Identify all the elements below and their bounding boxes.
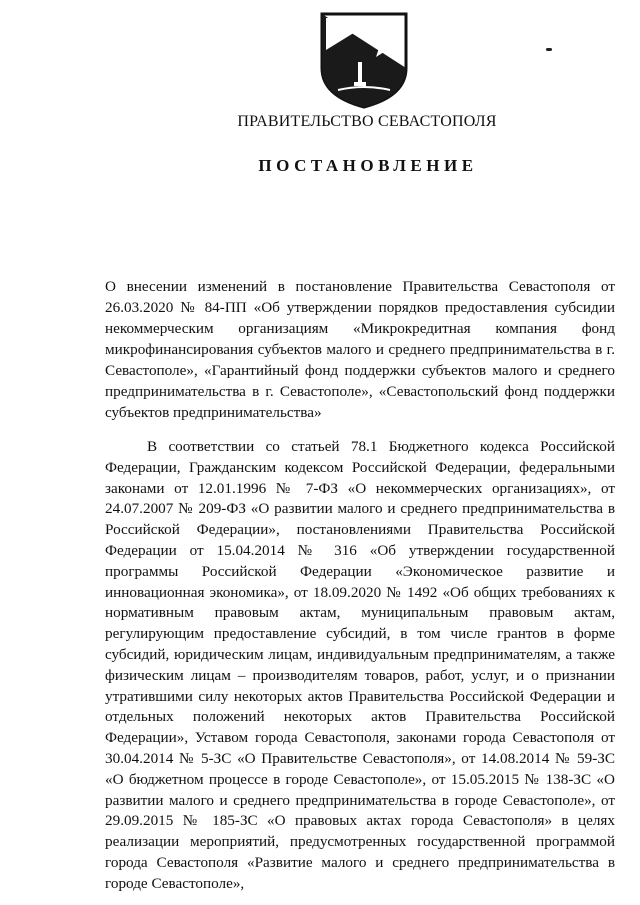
document-body: В соответствии со статьей 78.1 Бюджетного кодекса Российской Федерации, Гражданским кодексом Российской Федерации, федеральными законами от 12.01.1996 № 7-ФЗ «О некоммерческих организациях», от 24.07.2007 № 209-ФЗ «О развитии малого и среднего предпринимательства в Российской Федерации», постановлениями Правительства Российской Федерации от 15.04.2014 № 316 «Об утверждении государственной программы Российской Федерации «Экономическое развитие и инновационная экономика», от 18.09.2020 № 1492 «Об общих требованиях к нормативным правовым актам, муниципальным правовым актам, регулирующим предоставление субсидий, в том числе грантов в форме субсидий, юридическим лицам, индивидуальным предпринимателям, а также физическим лицам – производителям товаров, работ, услуг, и о признании утратившими силу некоторых актов Правительства Российской Федерации и отдельных положений некоторых актов Правительства Российской Федерации», Уставом города Севастополя, законами города Севастополя от 30.04.2014 № 5-ЗС «О Правительстве Севастополя», от 14.08.2014 № 59-ЗС «О бюджетном процессе в городе Севастополе», от 15.05.2015 № 138-ЗС «О развитии малого и среднего предпринимательства в городе Севастополе», от 29.09.2015 № 185-ЗС «О правовых актах города Севастополя» в целях реализации мероприятий, предусмотренных государственной программой города Севастополя «Развитие малого и среднего предпринимательства в городе Севастополе»,	[105, 438, 615, 892]
document-subject: О внесении изменений в постановление Правительства Севастополя от 26.03.2020 № 84-ПП «Об утверждении порядков предоставления субсидии некоммерческим организациям «Микрокредитная компания фонд микрофинансирования субъектов малого и среднего предпринимательства в г. Севастополе», «Гарантийный фонд поддержки субъектов малого и среднего предпринимательства в г. Севастополе», «Севастопольский фонд поддержки субъектов предпринимательства»	[105, 278, 615, 421]
organization-name-text: ПРАВИТЕЛЬСТВО СЕВАСТОПОЛЯ	[237, 113, 497, 130]
document-type	[0, 156, 640, 176]
sevastopol-coat-of-arms-icon	[318, 10, 410, 110]
document-type-text: ПОСТАНОВЛЕНИЕ	[258, 156, 478, 175]
organization-name	[0, 113, 640, 131]
scan-speck	[546, 48, 552, 51]
